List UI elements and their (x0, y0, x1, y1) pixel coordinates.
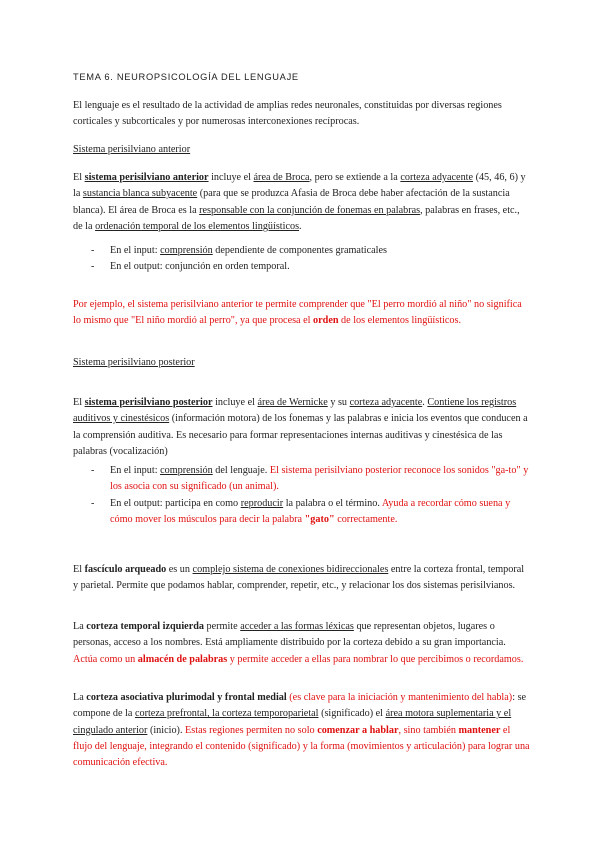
term-comprension: comprensión (160, 245, 213, 256)
term-corteza-adyacente: corteza adyacente (400, 172, 474, 183)
term-broca: área de Broca (253, 172, 310, 183)
text-span: . (299, 220, 302, 232)
term-temporal: corteza temporal izquierda (86, 621, 204, 632)
page-title: TEMA 6. NEUROPSICOLOGÍA DEL LENGUAJE (73, 72, 299, 82)
term-anterior: sistema perisilviano anterior (84, 172, 209, 183)
term-almacen: almacén de palabras (137, 653, 228, 665)
list-item (73, 496, 531, 529)
anterior-example (73, 297, 531, 330)
text-span: de los elementos lingüísticos. (338, 315, 462, 327)
term-posterior: sistema perisilviano posterior (84, 397, 213, 408)
text-span: El (73, 564, 85, 575)
text-span: , pero se extiende a la (309, 172, 401, 183)
example-red: el flujo del lenguaje, integrando el contenido (significado) y la forma (movimientos y articulación) para lograr una comunicación efectiva. (73, 724, 530, 769)
term-prefrontal: corteza prefrontal, la corteza temporoparietal (134, 708, 319, 720)
text-span: . (422, 397, 428, 408)
example-red: , sino también (398, 724, 459, 736)
text-span: (inicio). (147, 724, 186, 736)
bullet-dash: - (91, 465, 95, 476)
temporal-paragraph (73, 619, 531, 668)
text-span: incluye el (208, 172, 254, 183)
text-span: (para que se produzca Afasia de Broca debe haber afectación de la sustancia blanca). El área de Broca es la (73, 188, 510, 216)
term-comenzar: comenzar a hablar (317, 724, 399, 736)
anterior-paragraph (73, 170, 531, 235)
term-orden: orden (313, 315, 339, 327)
text-span: La (73, 621, 87, 632)
fasciculo-paragraph (73, 562, 531, 595)
text-span: es un (166, 564, 193, 575)
text-span: la palabra o el término. (283, 497, 382, 509)
text-span: y su (327, 397, 350, 408)
example-red: Ayuda a recordar cómo suena y cómo mover los músculos para decir la palabra (110, 497, 511, 525)
text-span: (información motora) de los fonemas y las palabras e inicia los eventos que conducen a la comprensión auditiva. Es necesario para formar representaciones internas auditivas y cinestésica de las palabras (vocalización) (73, 413, 528, 457)
term-gato: "gato" (304, 513, 335, 525)
term-area-motora: área motora suplementaria y el cingulado anterior (73, 708, 512, 736)
list-item (73, 259, 531, 275)
example-red: (es clave para la iniciación y mantenimiento del habla) (286, 692, 513, 703)
text-span: entre la corteza frontal, temporal y parietal. Permite que podamos hablar, comprender, repetir, etc., y relacionar los dos sistemas perisilvianos. (73, 564, 525, 592)
text-span: : se compone de la (73, 692, 527, 720)
term-sustancia-blanca: sustancia blanca subyacente (82, 188, 198, 200)
term-ordenacion-temporal: ordenación temporal de los elementos lingüísticos (95, 220, 300, 232)
posterior-paragraph (73, 395, 531, 460)
term-asociativa: corteza asociativa plurimodal y frontal medial (86, 692, 287, 703)
text-span: que representan objetos, lugares o personas, acceso a los nombres. Está ampliamente distribuido por la corteza debido a su gran importancia. (73, 621, 506, 649)
text-span: En el input: (110, 465, 161, 476)
text-span: , palabras en frases, etc., de la (73, 204, 520, 232)
list-item (73, 463, 531, 496)
example-red: El sistema perisilviano posterior reconoce los sonidos "ga-to" y los asocia con su significado (un animal). (110, 465, 529, 493)
term-reproducir: reproducir (240, 497, 284, 509)
posterior-bullet-list (73, 463, 531, 528)
example-red: Estas regiones permiten no solo (185, 724, 318, 736)
term-conjuncion-fonemas: responsable con la conjunción de fonemas en palabras (199, 204, 421, 216)
anterior-bullet-list (73, 243, 531, 276)
bullet-dash: - (91, 261, 95, 273)
text-span: del lenguaje. (212, 465, 270, 476)
text-span: (significado) el (318, 708, 386, 720)
text-span: El (73, 172, 85, 183)
term-registros: Contiene los registros auditivos y cinestésicos (73, 397, 517, 425)
section-heading-anterior (73, 142, 531, 158)
text-span: incluye el (212, 397, 258, 408)
section-heading-posterior (73, 355, 531, 371)
term-corteza-adyacente: corteza adyacente (349, 397, 423, 408)
example-red: y permite acceder a ellas para nombrar lo que percibimos o recordamos. (227, 653, 524, 665)
example-red: correctamente. (334, 513, 398, 525)
text-span: El (73, 397, 85, 408)
text-span: permite (203, 621, 241, 632)
asociativa-paragraph (73, 690, 531, 771)
text-span: En el output: conjunción en orden temporal. (110, 261, 290, 273)
term-fasciculo: fascículo arqueado (84, 564, 167, 575)
term-formas-lexicas: acceder a las formas léxicas (240, 621, 354, 632)
text-span: dependiente de componentes gramaticales (212, 245, 387, 256)
term-comprension: comprensión (160, 465, 213, 476)
text-span: Por ejemplo, el sistema perisilviano anterior te permite comprender que "El perro mordió al niño" no significa lo mismo que "El niño mordió al perro", ya que procesa el (73, 299, 522, 327)
section-heading-posterior-text: Sistema perisilviano posterior (73, 357, 195, 368)
text-span: En el output: participa en como (110, 497, 241, 509)
text-span: (45, 46, 6) y la (73, 172, 526, 200)
text-span: La (73, 692, 87, 703)
list-item (73, 243, 531, 259)
term-mantener: mantener (458, 724, 501, 736)
intro-paragraph: El lenguaje es el resultado de la actividad de amplias redes neuronales, constituidas por diversas regiones corticales y subcorticales y por numerosas interconexiones recíprocas. (73, 100, 502, 128)
term-wernicke: área de Wernicke (257, 397, 328, 408)
text-span: En el input: (110, 245, 161, 256)
term-conexiones: complejo sistema de conexiones bidireccionales (192, 564, 389, 575)
bullet-dash: - (91, 497, 95, 509)
bullet-dash: - (91, 245, 95, 256)
example-red: Actúa como un (73, 653, 138, 665)
section-heading-anterior-text: Sistema perisilviano anterior (73, 144, 191, 155)
